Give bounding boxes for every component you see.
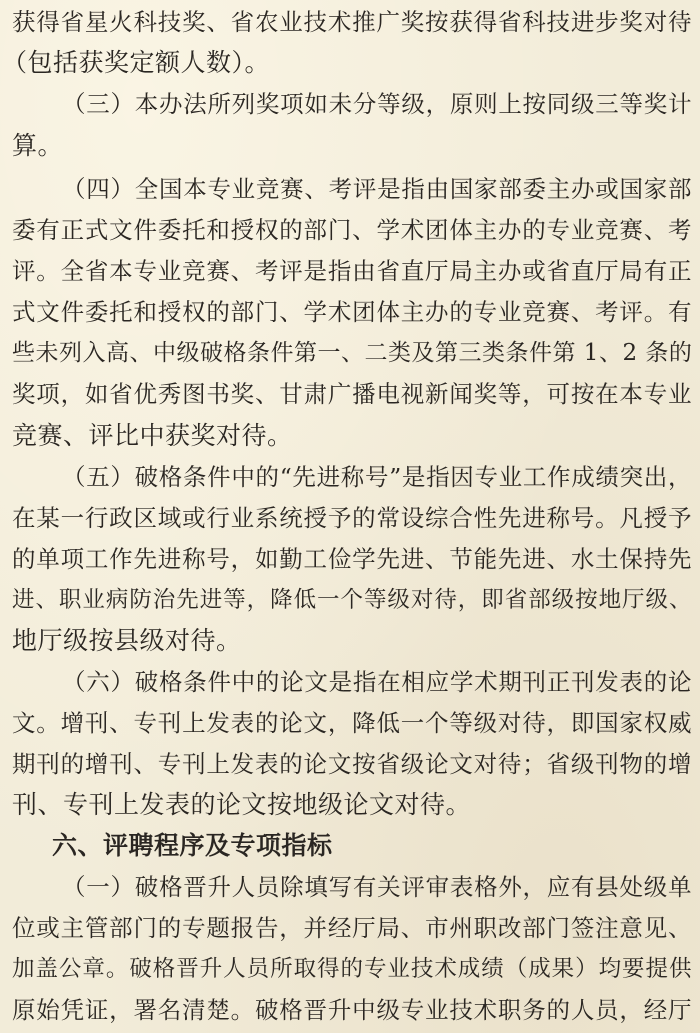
text-line: （包括获奖定额人数）。 bbox=[2, 48, 271, 77]
paragraph-first-line: （三）本办法所列奖项如未分等级，原则上按同级三等奖计 bbox=[62, 90, 692, 118]
text-line: 奖项，如省优秀图书奖、甘肃广播电视新闻奖等，可按在本专业 bbox=[12, 380, 692, 408]
section-heading: 六、评聘程序及专项指标 bbox=[52, 831, 333, 860]
paragraph-first-line: （五）破格条件中的“先进称号”是指因专业工作成绩突出， bbox=[62, 463, 692, 491]
text-line: 原始凭证，署名清楚。破格晋升中级专业技术职务的人员，经厅 bbox=[12, 996, 692, 1024]
text-line: 式文件委托和授权的部门、学术团体主办的专业竞赛、考评。有 bbox=[12, 298, 692, 326]
text-line: 进、职业病防治先进等，降低一个等级对待，即省部级按地厅级、 bbox=[12, 587, 692, 613]
paragraph-first-line: （六）破格条件中的论文是指在相应学术期刊正刊发表的论 bbox=[62, 668, 692, 696]
text-line: 文。增刊、专刊上发表的论文，降低一个等级对待，即国家权威 bbox=[12, 709, 692, 737]
text-line: 期刊的增刊、专刊上发表的论文按省级论文对待；省级刊物的增 bbox=[12, 750, 692, 778]
text-line: 获得省星火科技奖、省农业技术推广奖按获得省科技进步奖对待 bbox=[12, 8, 692, 36]
paragraph-first-line: （四）全国本专业竞赛、考评是指由国家部委主办或国家部 bbox=[62, 175, 692, 203]
text-line: 在某一行政区域或行业系统授予的常设综合性先进称号。凡授予 bbox=[12, 504, 692, 532]
text-line: 位或主管部门的专题报告，并经厅局、市州职改部门签注意见、 bbox=[12, 914, 692, 942]
text-line: 些未列入高、中级破格条件第一、二类及第三类条件第 1、2 条的 bbox=[12, 340, 693, 366]
text-line: 竞赛、评比中获奖对待。 bbox=[12, 421, 293, 450]
text-line: 委有正式文件委托和授权的部门、学术团体主办的专业竞赛、考 bbox=[12, 216, 692, 244]
paragraph-first-line: （一）破格晋升人员除填写有关评审表格外，应有县处级单 bbox=[62, 873, 692, 901]
text-line: 刊、专刊上发表的论文按地级论文对待。 bbox=[12, 790, 472, 819]
text-line: 的单项工作先进称号，如勤工俭学先进、节能先进、水土保持先 bbox=[12, 545, 692, 573]
text-line: 加盖公章。破格晋升人员所取得的专业技术成绩（成果）均要提供 bbox=[12, 956, 692, 982]
text-line: 算。 bbox=[12, 131, 64, 160]
text-line: 评。全省本专业竞赛、考评是指由省直厅局主办或省直厅局有正 bbox=[12, 257, 692, 285]
text-line: 地厅级按县级对待。 bbox=[12, 626, 242, 655]
